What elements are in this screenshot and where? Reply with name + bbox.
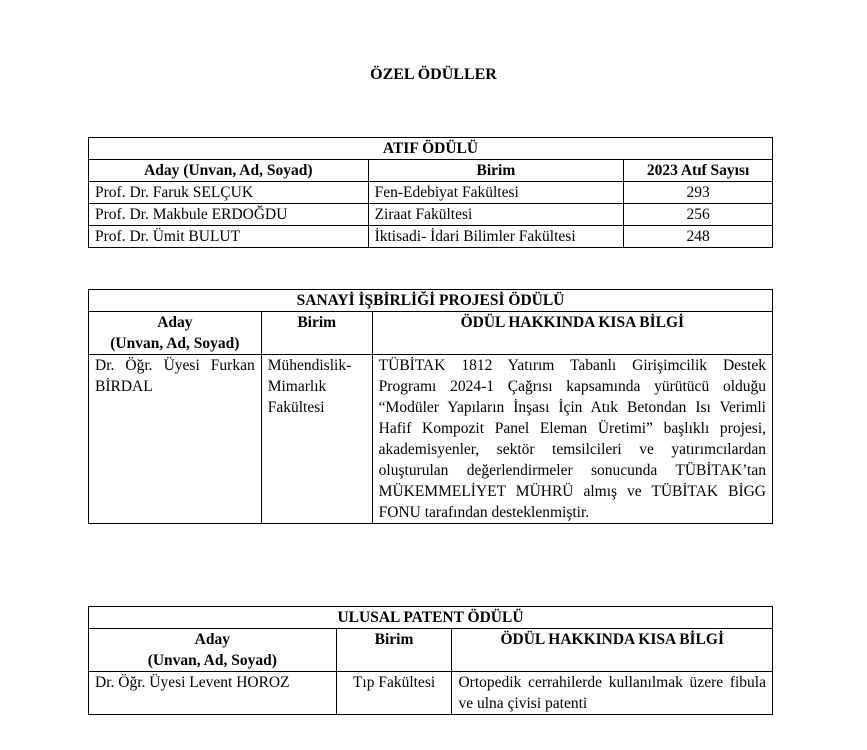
table-header-row	[89, 312, 773, 355]
header-candidate: Aday (Unvan, Ad, Soyad)	[89, 160, 369, 182]
citation-count: 293	[624, 182, 773, 204]
table-row	[89, 204, 773, 226]
candidate-name: Prof. Dr. Faruk SELÇUK	[89, 182, 369, 204]
table-row	[89, 672, 773, 715]
unit-name: Ziraat Fakültesi	[368, 204, 624, 226]
award-info: Ortopedik cerrahilerde kullanılmak üzere fibula ve ulna çivisi patenti	[452, 672, 773, 715]
header-candidate-line2: (Unvan, Ad, Soyad)	[110, 335, 240, 352]
header-info: ÖDÜL HAKKINDA KISA BİLGİ	[452, 629, 773, 672]
candidate-name: Dr. Öğr. Üyesi Furkan BİRDAL	[89, 355, 262, 524]
industry-award-caption: SANAYİ İŞBİRLİĞİ PROJESİ ÖDÜLÜ	[89, 290, 773, 312]
table-caption-row	[89, 607, 773, 629]
award-info: TÜBİTAK 1812 Yatırım Tabanlı Girişimcilik Destek Programı 2024-1 Çağrısı kapsamında yürütücü olduğu “Modüler Yapıların İnşası İçin Atık Betondan Isı Verimli Hafif Kompozit Panel Eleman Üretimi” başlıklı projesi, akademisyenler, sektör temsilcileri ve yatırımcılardan oluşturulan değerlendirmeler sonucunda TÜBİTAK’tan MÜKEMMELİYET MÜHRÜ almış ve TÜBİTAK BİGG FONU tarafından desteklenmiştir.	[372, 355, 772, 524]
table-row	[89, 355, 773, 524]
unit-name: Tıp Fakültesi	[336, 672, 452, 715]
unit-name: İktisadi- İdari Bilimler Fakültesi	[368, 226, 624, 248]
header-candidate	[89, 312, 262, 355]
header-candidate-line2: (Unvan, Ad, Soyad)	[147, 652, 277, 669]
citation-count: 248	[624, 226, 773, 248]
header-unit: Birim	[368, 160, 624, 182]
table-header-row	[89, 160, 773, 182]
industry-collaboration-award-table	[88, 289, 773, 524]
national-patent-award-table	[88, 606, 773, 715]
table-caption-row	[89, 138, 773, 160]
citation-count: 256	[624, 204, 773, 226]
patent-award-caption: ULUSAL PATENT ÖDÜLÜ	[89, 607, 773, 629]
unit-name: Mühendislik-Mimarlık Fakültesi	[261, 355, 372, 524]
table-caption-row	[89, 290, 773, 312]
candidate-name: Prof. Dr. Ümit BULUT	[89, 226, 369, 248]
candidate-name: Dr. Öğr. Üyesi Levent HOROZ	[89, 672, 337, 715]
table-row	[89, 182, 773, 204]
atif-award-caption: ATIF ÖDÜLÜ	[89, 138, 773, 160]
header-info: ÖDÜL HAKKINDA KISA BİLGİ	[372, 312, 772, 355]
atif-award-table	[88, 137, 773, 248]
page-title: ÖZEL ÖDÜLLER	[370, 66, 497, 83]
header-candidate-line1: Aday	[194, 631, 230, 648]
header-candidate	[89, 629, 337, 672]
unit-name: Fen-Edebiyat Fakültesi	[368, 182, 624, 204]
candidate-name: Prof. Dr. Makbule ERDOĞDU	[89, 204, 369, 226]
header-unit: Birim	[261, 312, 372, 355]
header-candidate-line1: Aday	[157, 314, 193, 331]
table-header-row	[89, 629, 773, 672]
header-citation-count: 2023 Atıf Sayısı	[624, 160, 773, 182]
header-unit: Birim	[336, 629, 452, 672]
table-row	[89, 226, 773, 248]
